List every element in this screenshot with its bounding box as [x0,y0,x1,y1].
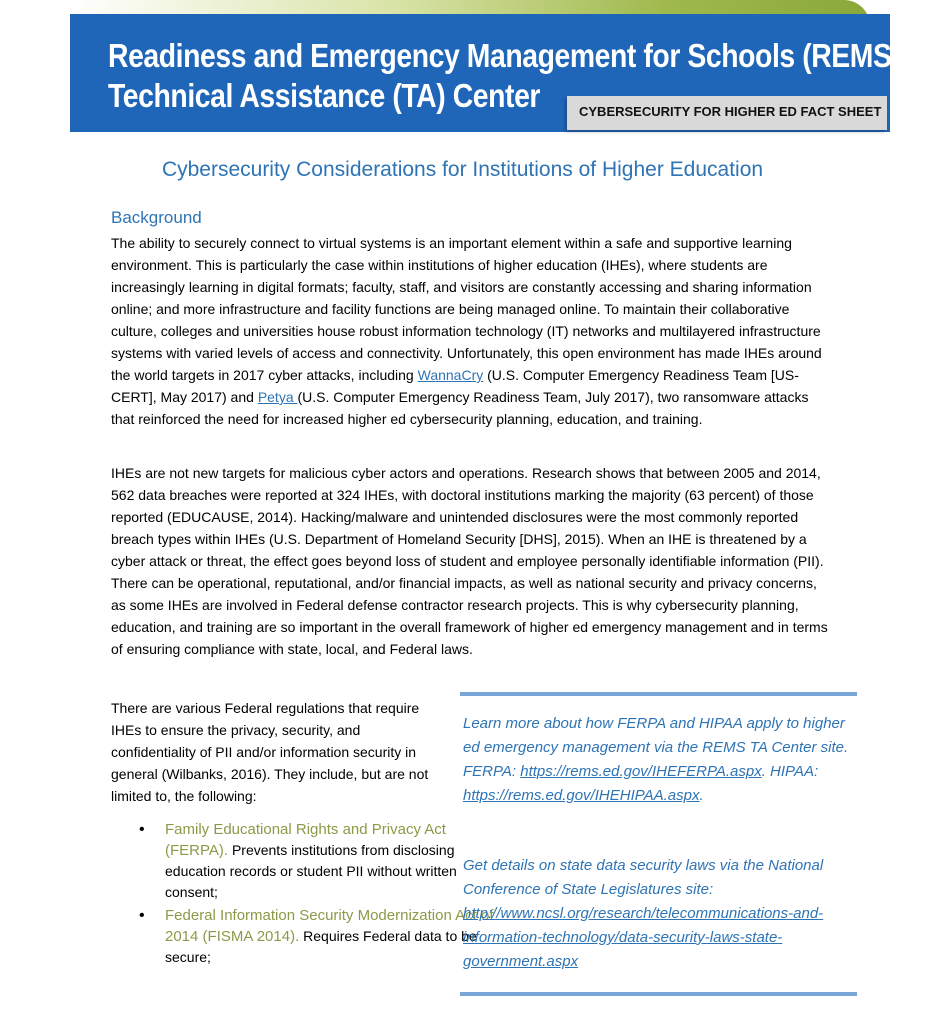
petya-link[interactable]: Petya [257,389,298,405]
ferpa-link[interactable]: https://rems.ed.gov/IHEFERPA.aspx [520,763,762,780]
resources-callout [460,692,857,996]
wannacry-link[interactable]: WannaCry [417,367,484,383]
paragraph-1: The ability to securely connect to virtual systems is an important element within a safe and supportive learning environment. This is particularly the case within institutions of higher education (IHEs), where students are increasingly learning in digital formats; faculty, staff, and visitors are constantly accessing and sharing information online; and more infrastructure and facility functions are being managed online. To maintain their collaborative culture, colleges and universities house robust information technology (IT) networks and multilayered infrastructure systems with varied levels of access and connectivity. Unfortunately, this open environment has made IHEs around the world targets in 2017 cyber attacks, including WannaCry (U.S. Computer Emergency Readiness Team [US-CERT], May 2017) and Petya (U.S. Computer Emergency Readiness Team, July 2017), two ransomware attacks that reinforced the need for increased higher ed cybersecurity planning, education, and training. [111,235,822,427]
fact-sheet-tab: CYBERSECURITY FOR HIGHER ED FACT SHEET [567,96,887,130]
paragraph-3: There are various Federal regulations that require IHEs to ensure the privacy, security, and confidentiality of PII and/or information security in general (Wilbanks, 2016). They include, but are not limited to, the following: [111,700,429,804]
header-title: Readiness and Emergency Management for Schools (REMS) Technical Assistance (TA) Center [108,37,901,114]
ncsl-link[interactable]: http://www.ncsl.org/research/telecommunications-and-information-technology/data-security-laws-state-government.aspx [463,905,824,970]
paragraph-2: IHEs are not new targets for malicious cyber actors and operations. Research shows that between 2005 and 2014, 562 data breaches were reported at 324 IHEs, with doctoral institutions marking the majority (63 percent) of those reported (EDUCAUSE, 2014). Hacking/malware and unintended disclosures were the most commonly reported breach types within IHEs (U.S. Department of Homeland Security [DHS], 2015). When an IHE is threatened by a cyber attack or threat, the effect goes beyond loss of student and employee personally identifiable information (PII). There can be operational, reputational, and/or financial impacts, as well as national security and privacy concerns, as some IHEs are involved in Federal defense contractor research projects. This is why cybersecurity planning, education, and training are so important in the overall framework of higher ed emergency management and in terms of ensuring compliance with state, local, and Federal laws. [111,465,828,657]
section-heading-background: Background [111,208,202,227]
state-laws-note: Get details on state data security laws via the National Conference of State Legislatures site: http://www.ncsl.org/research/telecommunications-and-information-technology/data-security-laws-state-government.aspx [463,857,824,970]
ferpa-hipaa-note: Learn more about how FERPA and HIPAA apply to higher ed emergency management via the REMS TA Center site. FERPA: https://rems.ed.gov/IHEFERPA.aspx. HIPAA: https://rems.ed.gov/IHEHIPAA.aspx. [463,715,849,804]
list-item: • Federal Information Security Modernization Act of 2014 (FISMA 2014). Requires Federal data to be secure; [165,905,495,968]
list-item: • Family Educational Rights and Privacy Act (FERPA). Prevents institutions from disclosing education records or student PII without written consent; [165,819,495,903]
document-title: Cybersecurity Considerations for Institutions of Higher Education [161,158,764,181]
regulations-list [111,819,495,970]
hipaa-link[interactable]: https://rems.ed.gov/IHEHIPAA.aspx [463,787,700,804]
